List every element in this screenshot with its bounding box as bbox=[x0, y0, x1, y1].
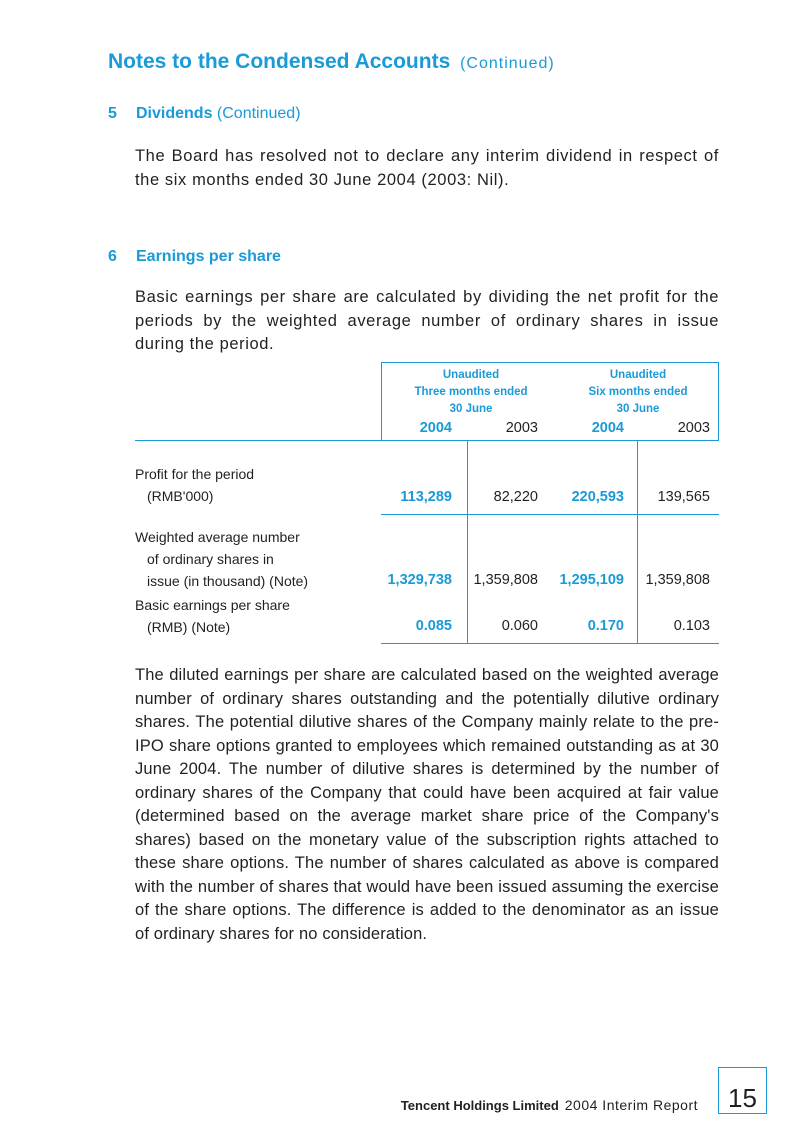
footer-report-name: 2004 Interim Report bbox=[564, 1097, 698, 1113]
row-label-weighted-average bbox=[135, 526, 308, 592]
table-cell: 113,289 bbox=[400, 489, 452, 505]
section-5-number: 5 bbox=[108, 105, 117, 122]
section-5-continued: (Continued) bbox=[216, 105, 301, 122]
column-divider bbox=[637, 440, 638, 644]
footer-report-title bbox=[401, 1097, 698, 1113]
column-divider bbox=[467, 440, 468, 644]
section-5-paragraph: The Board has resolved not to declare any interim dividend in respect of the six months ended 30 June 2004 (2003: Nil). bbox=[135, 147, 719, 189]
year-header: 2004 bbox=[419, 420, 452, 436]
table-bottom-rule bbox=[381, 643, 719, 644]
year-header: 2003 bbox=[505, 420, 538, 436]
row-label-basic-eps bbox=[135, 594, 290, 638]
year-header: 2003 bbox=[677, 420, 710, 436]
row-label-line: of ordinary shares in bbox=[147, 551, 274, 567]
table-cell: 1,295,109 bbox=[559, 572, 624, 588]
table-cell: 1,359,808 bbox=[473, 572, 538, 588]
section-6-number: 6 bbox=[108, 248, 117, 265]
diluted-eps-paragraph: The diluted earnings per share are calculated based on the weighted average number of ordinary shares outstanding and the potentially dilutive ordinary shares. The potential dilutive shares of the Company mainly relate to the pre-IPO share options granted to employees which remained outstanding as at 30 June 2004. The number of dilutive shares is determined by the number of ordinary shares of the Company that could have been acquired at fair value (determined based on the average market share price of the Company's shares) based on the monetary value of the subscription rights attached to these share options. The number of shares calculated as above is compared with the number of shares that would have been issued assuming the exercise of the share options. The difference is added to the denominator as an issue of ordinary shares for no consideration. bbox=[135, 666, 719, 943]
table-cell: 1,329,738 bbox=[387, 572, 452, 588]
group-label: Unaudited bbox=[442, 369, 500, 381]
group-label: 30 June bbox=[449, 403, 493, 415]
group-label: Six months ended bbox=[588, 386, 688, 398]
section-5-heading bbox=[108, 105, 301, 123]
page-title-continued: (Continued) bbox=[460, 55, 555, 72]
section-5-title: Dividends bbox=[136, 105, 213, 122]
row-label-profit bbox=[135, 463, 254, 507]
section-6-intro: Basic earnings per share are calculated by dividing the net profit for the periods by the weighted average number of ordinary shares in issue during the period. bbox=[135, 288, 719, 353]
row-label-line: Weighted average number bbox=[135, 529, 300, 545]
page-title-text: Notes to the Condensed Accounts bbox=[108, 50, 451, 73]
year-header: 2004 bbox=[591, 420, 624, 436]
row-divider bbox=[381, 514, 719, 515]
row-label-line: Basic earnings per share bbox=[135, 597, 290, 613]
row-label-line: (RMB'000) bbox=[147, 488, 214, 504]
group-label: Unaudited bbox=[609, 369, 667, 381]
table-cell: 0.103 bbox=[673, 618, 710, 634]
table-cell: 1,359,808 bbox=[645, 572, 710, 588]
group-label: 30 June bbox=[616, 403, 660, 415]
table-cell: 0.060 bbox=[501, 618, 538, 634]
table-group-six-months bbox=[553, 367, 723, 418]
table-cell: 82,220 bbox=[493, 489, 538, 505]
table-cell: 0.085 bbox=[415, 618, 452, 634]
page-title bbox=[108, 50, 555, 74]
table-cell: 139,565 bbox=[657, 489, 710, 505]
section-6-title: Earnings per share bbox=[136, 248, 281, 265]
page-number: 15 bbox=[718, 1067, 767, 1114]
footer-company-name: Tencent Holdings Limited bbox=[400, 1098, 559, 1113]
table-cell: 220,593 bbox=[571, 489, 624, 505]
group-label: Three months ended bbox=[414, 386, 528, 398]
table-group-three-months bbox=[386, 367, 556, 418]
row-label-line: (RMB) (Note) bbox=[147, 619, 231, 635]
row-label-line: Profit for the period bbox=[135, 466, 255, 482]
row-label-line: issue (in thousand) (Note) bbox=[147, 573, 309, 589]
section-6-heading bbox=[108, 248, 281, 266]
table-header-rule bbox=[135, 440, 719, 441]
table-cell: 0.170 bbox=[587, 618, 624, 634]
